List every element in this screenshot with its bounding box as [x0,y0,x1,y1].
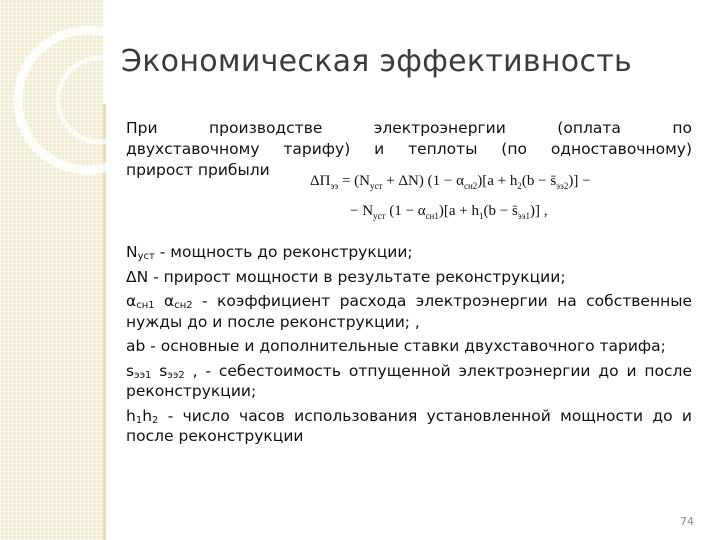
profit-formula [306,165,700,227]
intro-line-3: прирост прибыли [126,161,270,179]
formula-row-1: $\Delta П_{ээ} = (N_{уст} + \Delta N) (1 - \alpha_{сн2})[a + h_2(b$ − $s̄_{ээ2}$)] − [310,173,591,191]
definition-ab: ab - основные и дополнительные ставки двухставочного тарифа; [126,337,666,355]
definition-h: $h_1h_2$ - число часов использования установленной мощности до и после реконструкции [126,406,692,445]
intro-line-1: При производстве электроэнергии (оплата по [126,119,692,137]
definitions-list [126,242,692,451]
intro-line-2: двухставочному тарифу) и теплоты (по одноставочному) [126,140,692,158]
definition-delta-n: ΔN - прирост мощности в результате реконструкции; [126,267,566,286]
formula-row-2: − $N_{уст}$ $(1 - \alpha_{сн1})[a + h_1(b$ − $s̄_{ээ1}$)] , [350,203,548,221]
definition-alpha: $\alpha_{сн1}$ $\alpha_{сн2}$ - коэффициент расхода электроэнергии на собственные нужды до и после реконструкции; , [126,292,692,331]
definition-s: $s_{ээ1}$ $s_{ээ2}$ , - себестоимость отпущенной электроэнергии до и после реконструкции; [126,361,692,400]
slide-title: Экономическая эффективность [121,44,632,79]
definition-n-ust: $N_{уст}$ - мощность до реконструкции; [126,243,413,262]
page-number: 74 [680,515,694,528]
